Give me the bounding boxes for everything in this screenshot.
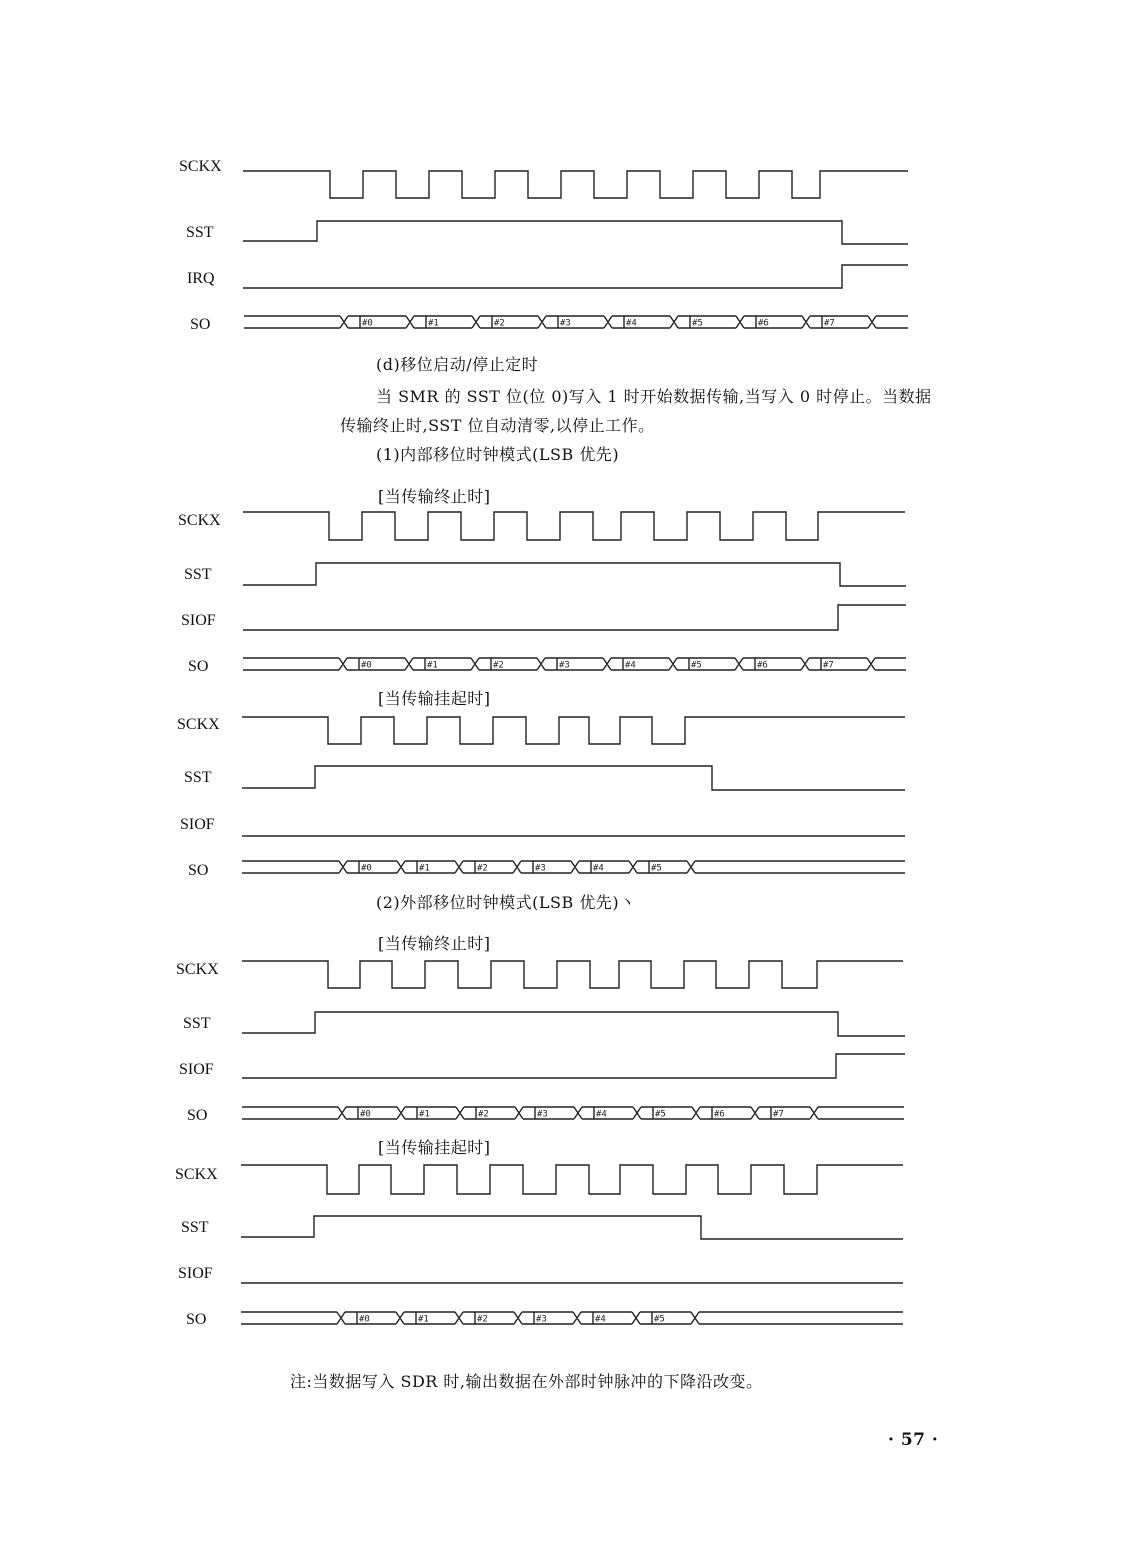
signal-label-sst: SST — [184, 769, 212, 786]
signal-label-so: SO — [190, 316, 211, 333]
so-bit-label: #0 — [360, 1109, 371, 1120]
so-bit-label: #7 — [773, 1109, 784, 1120]
timing-diagram-internal-hang — [242, 717, 905, 874]
so-bit-label: #3 — [535, 863, 546, 874]
irq-waveform — [243, 265, 908, 288]
so-bit-label: #3 — [536, 1314, 547, 1325]
so-bit-label: #2 — [478, 1109, 489, 1120]
so-bit-label: #5 — [651, 863, 662, 874]
so-bit-label: #6 — [758, 318, 769, 329]
so-bit-label: #2 — [494, 318, 505, 329]
so-bit-label: #4 — [596, 1109, 607, 1120]
so-bit-label: #4 — [626, 318, 637, 329]
so-waveform — [244, 316, 908, 329]
timing-diagram-d — [243, 171, 908, 329]
siof-waveform — [243, 605, 906, 630]
timing-diagram-external-hang — [241, 1165, 903, 1325]
sckx-waveform — [243, 171, 908, 198]
figure-caption-d: (d)移位启动/停止定时 — [376, 355, 539, 374]
so-bit-label: #6 — [714, 1109, 725, 1120]
sst-waveform — [242, 766, 905, 790]
sckx-waveform — [243, 512, 905, 540]
sst-waveform — [243, 563, 906, 586]
so-bus-lines — [242, 1107, 904, 1119]
mode1-heading: (1)内部移位时钟模式(LSB 优先) — [376, 445, 620, 464]
signal-label-so: SO — [186, 1311, 207, 1328]
signal-label-sckx: SCKX — [178, 512, 221, 529]
page-number: · 57 · — [888, 1430, 939, 1450]
timing-diagram-external-end — [242, 961, 905, 1120]
sckx-waveform — [242, 961, 903, 988]
so-bit-label: #5 — [654, 1314, 665, 1325]
so-bit-label: #5 — [691, 660, 702, 671]
so-bit-label: #1 — [428, 318, 439, 329]
so-waveform — [243, 658, 906, 671]
so-bit-label: #2 — [477, 1314, 488, 1325]
so-bit-label: #4 — [593, 863, 604, 874]
so-bit-label: #0 — [362, 318, 373, 329]
so-bit-label: #5 — [692, 318, 703, 329]
subcaption-ext-end: [当传输终止时] — [378, 934, 491, 953]
signal-label-sckx: SCKX — [176, 961, 219, 978]
sst-waveform — [242, 1012, 905, 1036]
so-waveform — [242, 1107, 904, 1120]
so-bit-label: #3 — [537, 1109, 548, 1120]
paragraph-line-2: 传输终止时,SST 位自动清零,以停止工作。 — [340, 416, 655, 435]
so-bit-label: #1 — [419, 863, 430, 874]
subcaption-ext-hang: [当传输挂起时] — [378, 1138, 491, 1157]
subcaption-int-end: [当传输终止时] — [378, 487, 491, 506]
paragraph-line-1: 当 SMR 的 SST 位(位 0)写入 1 时开始数据传输,当写入 0 时停止。当数据 — [376, 387, 932, 406]
signal-label-sst: SST — [183, 1015, 211, 1032]
so-bit-label: #7 — [823, 660, 834, 671]
sckx-waveform — [241, 1165, 903, 1194]
signal-label-sst: SST — [181, 1219, 209, 1236]
sst-waveform — [241, 1216, 903, 1239]
so-bus-lines — [243, 658, 906, 670]
sckx-waveform — [242, 717, 905, 744]
signal-label-siof: SIOF — [180, 816, 215, 833]
siof-waveform — [242, 1054, 905, 1078]
signal-label-sckx: SCKX — [175, 1166, 218, 1183]
so-bit-label: #0 — [359, 1314, 370, 1325]
signal-label-sst: SST — [186, 224, 214, 241]
so-bus-lines — [241, 1312, 903, 1324]
so-bit-label: #2 — [477, 863, 488, 874]
so-bit-label: #1 — [419, 1109, 430, 1120]
so-bus-lines — [244, 316, 908, 328]
footnote: 注:当数据写入 SDR 时,输出数据在外部时钟脉冲的下降沿改变。 — [290, 1372, 763, 1391]
signal-label-siof: SIOF — [181, 612, 216, 629]
signal-label-so: SO — [188, 658, 209, 675]
so-bit-label: #1 — [418, 1314, 429, 1325]
signal-label-irq: IRQ — [187, 270, 215, 287]
so-bit-label: #5 — [655, 1109, 666, 1120]
signal-label-sst: SST — [184, 566, 212, 583]
so-bit-label: #0 — [361, 660, 372, 671]
so-waveform — [241, 1312, 903, 1325]
so-bit-label: #3 — [560, 318, 571, 329]
signal-label-siof: SIOF — [179, 1061, 214, 1078]
so-waveform — [242, 861, 905, 874]
so-bit-label: #2 — [493, 660, 504, 671]
so-bus-lines — [242, 861, 905, 873]
so-bit-label: #4 — [595, 1314, 606, 1325]
timing-diagram-internal-end — [243, 512, 906, 671]
sst-waveform — [243, 221, 908, 244]
so-bit-label: #4 — [625, 660, 636, 671]
signal-label-so: SO — [188, 862, 209, 879]
subcaption-int-hang: [当传输挂起时] — [378, 689, 491, 708]
signal-label-sckx: SCKX — [177, 716, 220, 733]
so-bit-label: #7 — [824, 318, 835, 329]
so-bit-label: #1 — [427, 660, 438, 671]
so-bit-label: #3 — [559, 660, 570, 671]
signal-label-siof: SIOF — [178, 1265, 213, 1282]
signal-label-sckx: SCKX — [179, 158, 222, 175]
mode2-heading: (2)外部移位时钟模式(LSB 优先)丶 — [376, 893, 636, 912]
so-bit-label: #6 — [757, 660, 768, 671]
signal-label-so: SO — [187, 1107, 208, 1124]
so-bit-label: #0 — [361, 863, 372, 874]
